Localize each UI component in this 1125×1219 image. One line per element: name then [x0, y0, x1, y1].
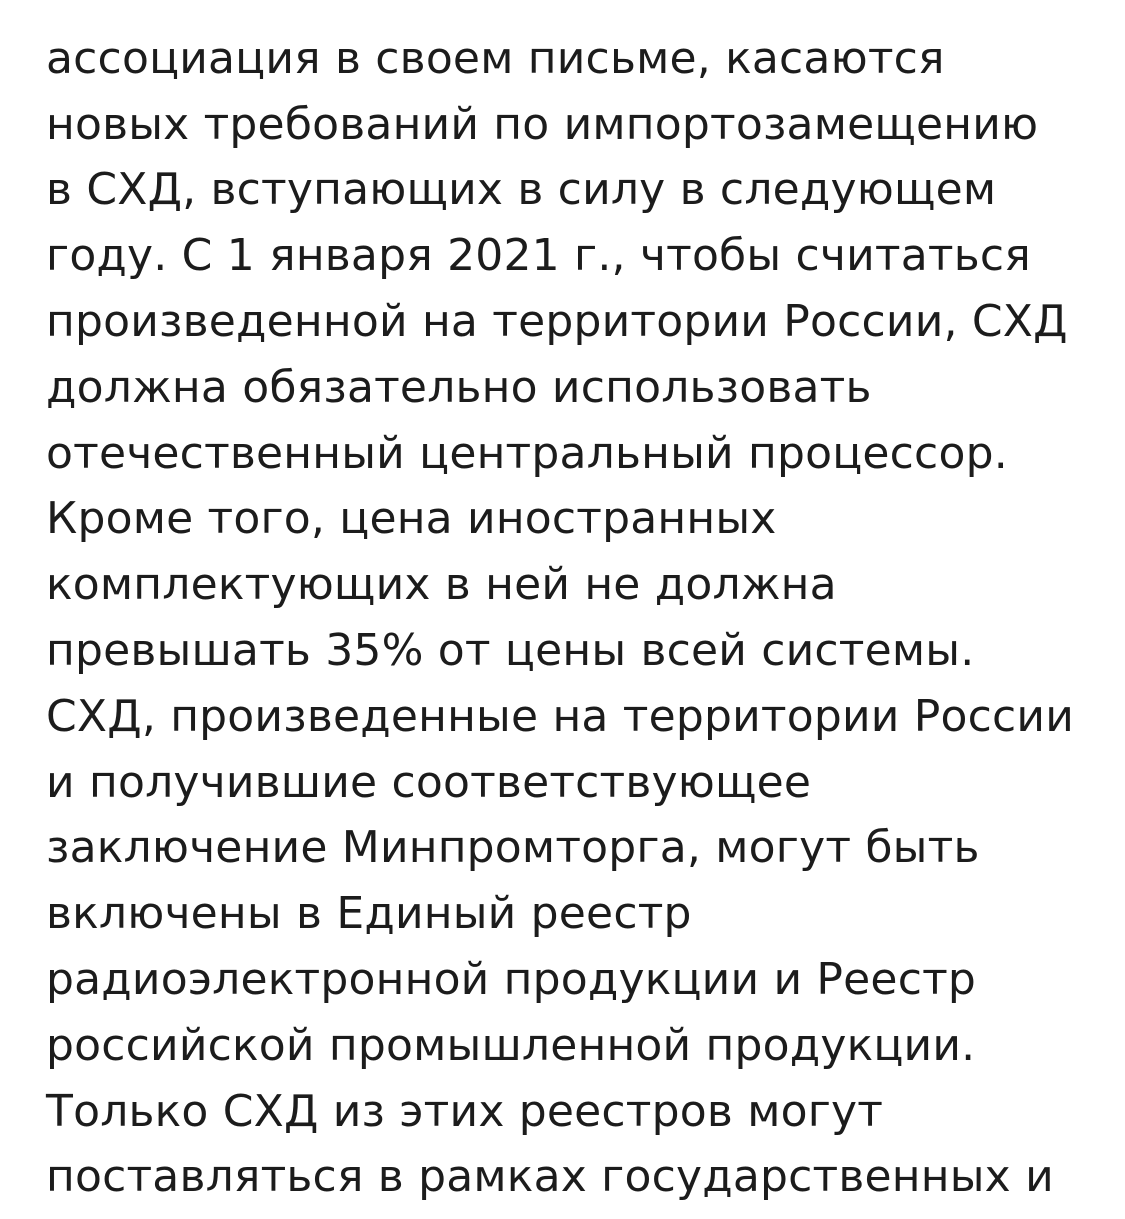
text-line: и получившие соответствующее	[46, 756, 812, 808]
text-line: Только СХД из этих реестров могут	[46, 1085, 884, 1137]
article-body	[46, 0, 1106, 1210]
text-line: году. С 1 января 2021 г., чтобы считаться	[46, 230, 1031, 282]
text-line: отечественный центральный процессор.	[46, 427, 1008, 479]
text-line: ассоциация в своем письме, касаются	[46, 32, 945, 84]
text-line: Кроме того, цена иностранных	[46, 493, 777, 545]
cut-off-top-line	[46, 0, 1106, 26]
text-line: превышать 35% от цены всей системы.	[46, 624, 975, 676]
text-line: российской промышленной продукции.	[46, 1019, 976, 1071]
text-line: должна обязательно использовать	[46, 361, 872, 413]
text-line: произведенной на территории России, СХД	[46, 295, 1068, 347]
text-line: комплектующих в ней не должна	[46, 559, 837, 611]
text-line: поставляться в рамках государственных и	[46, 1151, 1054, 1203]
text-line: в СХД, вступающих в силу в следующем	[46, 164, 997, 216]
text-line: радиоэлектронной продукции и Реестр	[46, 953, 977, 1005]
text-line: заключение Минпромторга, могут быть	[46, 822, 980, 874]
text-line: СХД, произведенные на территории России	[46, 690, 1075, 742]
text-line: включены в Единый реестр	[46, 888, 692, 940]
text-line: новых требований по импортозамещению	[46, 98, 1039, 150]
